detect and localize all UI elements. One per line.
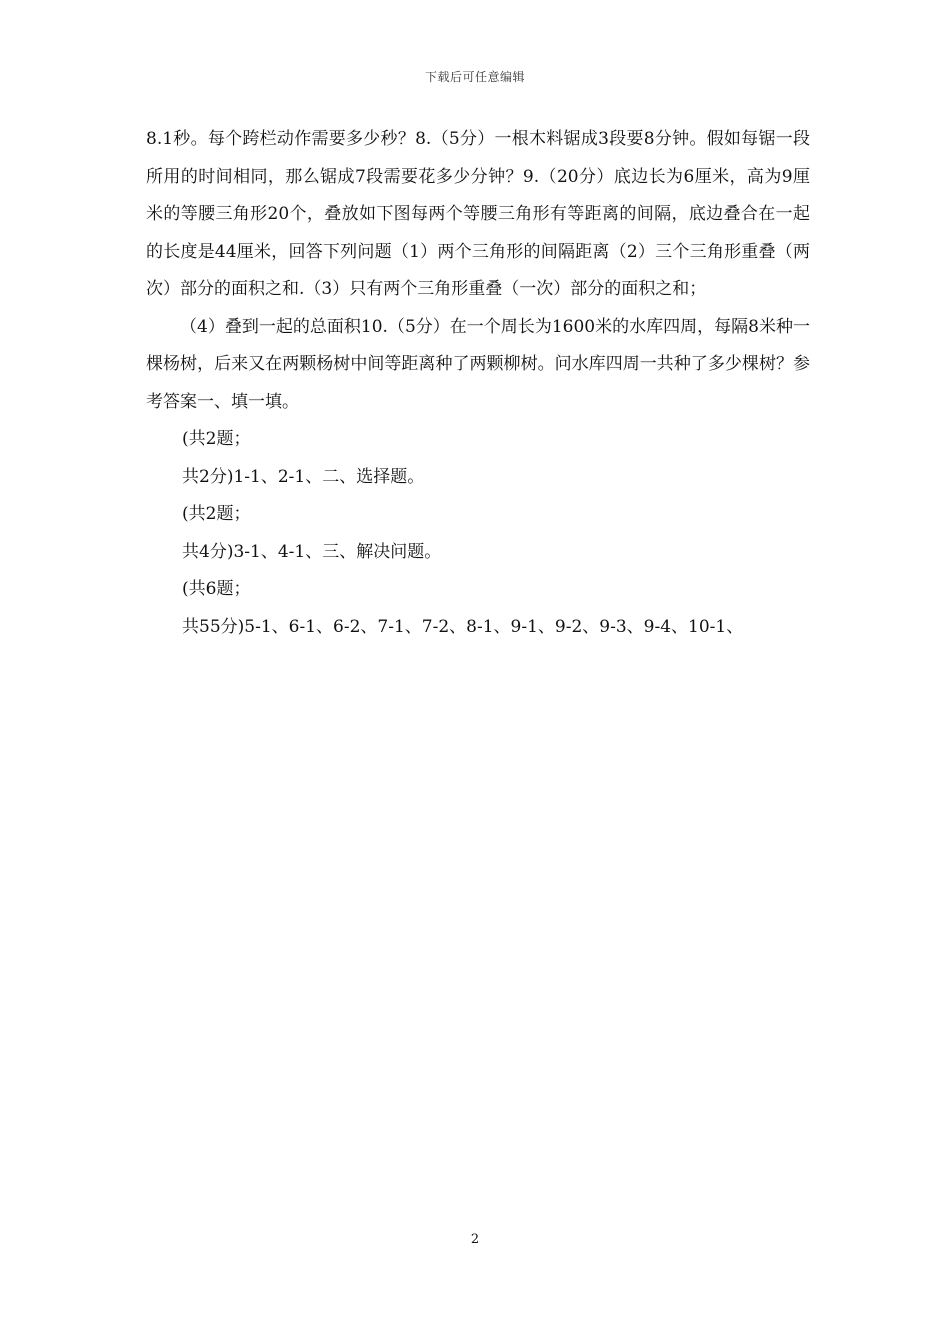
paragraph-1: 8.1秒。每个跨栏动作需要多少秒？8.（5分）一根木料锯成3段要8分钟。假如每锯一段所用的时间相同，那么锯成7段需要花多少分钟？9.（20分）底边长为6厘米，高为9厘米的等腰三角形20个，叠放如下图每两个等腰三角形有等距离的间隔，底边叠合在一起的长度是44厘米，回答下列问题（1）两个三角形的间隔距离（2）三个三角形重叠（两次）部分的面积之和.（3）只有两个三角形重叠（一次）部分的面积之和；	[146, 129, 810, 299]
page-header: 下载后可任意编辑	[424, 70, 525, 84]
answer-line-2: 共2分)1-1、2-1、二、选择题。	[182, 466, 425, 487]
paragraph-2: （4）叠到一起的总面积10.（5分）在一个周长为1600米的水库四周，每隔8米种一棵杨树，后来又在两颗杨树中间等距离种了两颗柳树。问水库四周一共种了多少棵树？参考答案一、填一填。	[146, 316, 810, 412]
document-body	[146, 121, 810, 646]
answer-line-6: 共55分)5-1、6-1、6-2、7-1、7-2、8-1、9-1、9-2、9-3、9-4、10-1、	[182, 616, 744, 637]
answer-line-4: 共4分)3-1、4-1、三、解决问题。	[182, 541, 442, 562]
answer-line-5: (共6题；	[182, 579, 251, 599]
answer-line-3: (共2题；	[182, 504, 251, 524]
answer-line-1: (共2题；	[182, 429, 251, 449]
page-number: 2	[470, 1232, 480, 1247]
